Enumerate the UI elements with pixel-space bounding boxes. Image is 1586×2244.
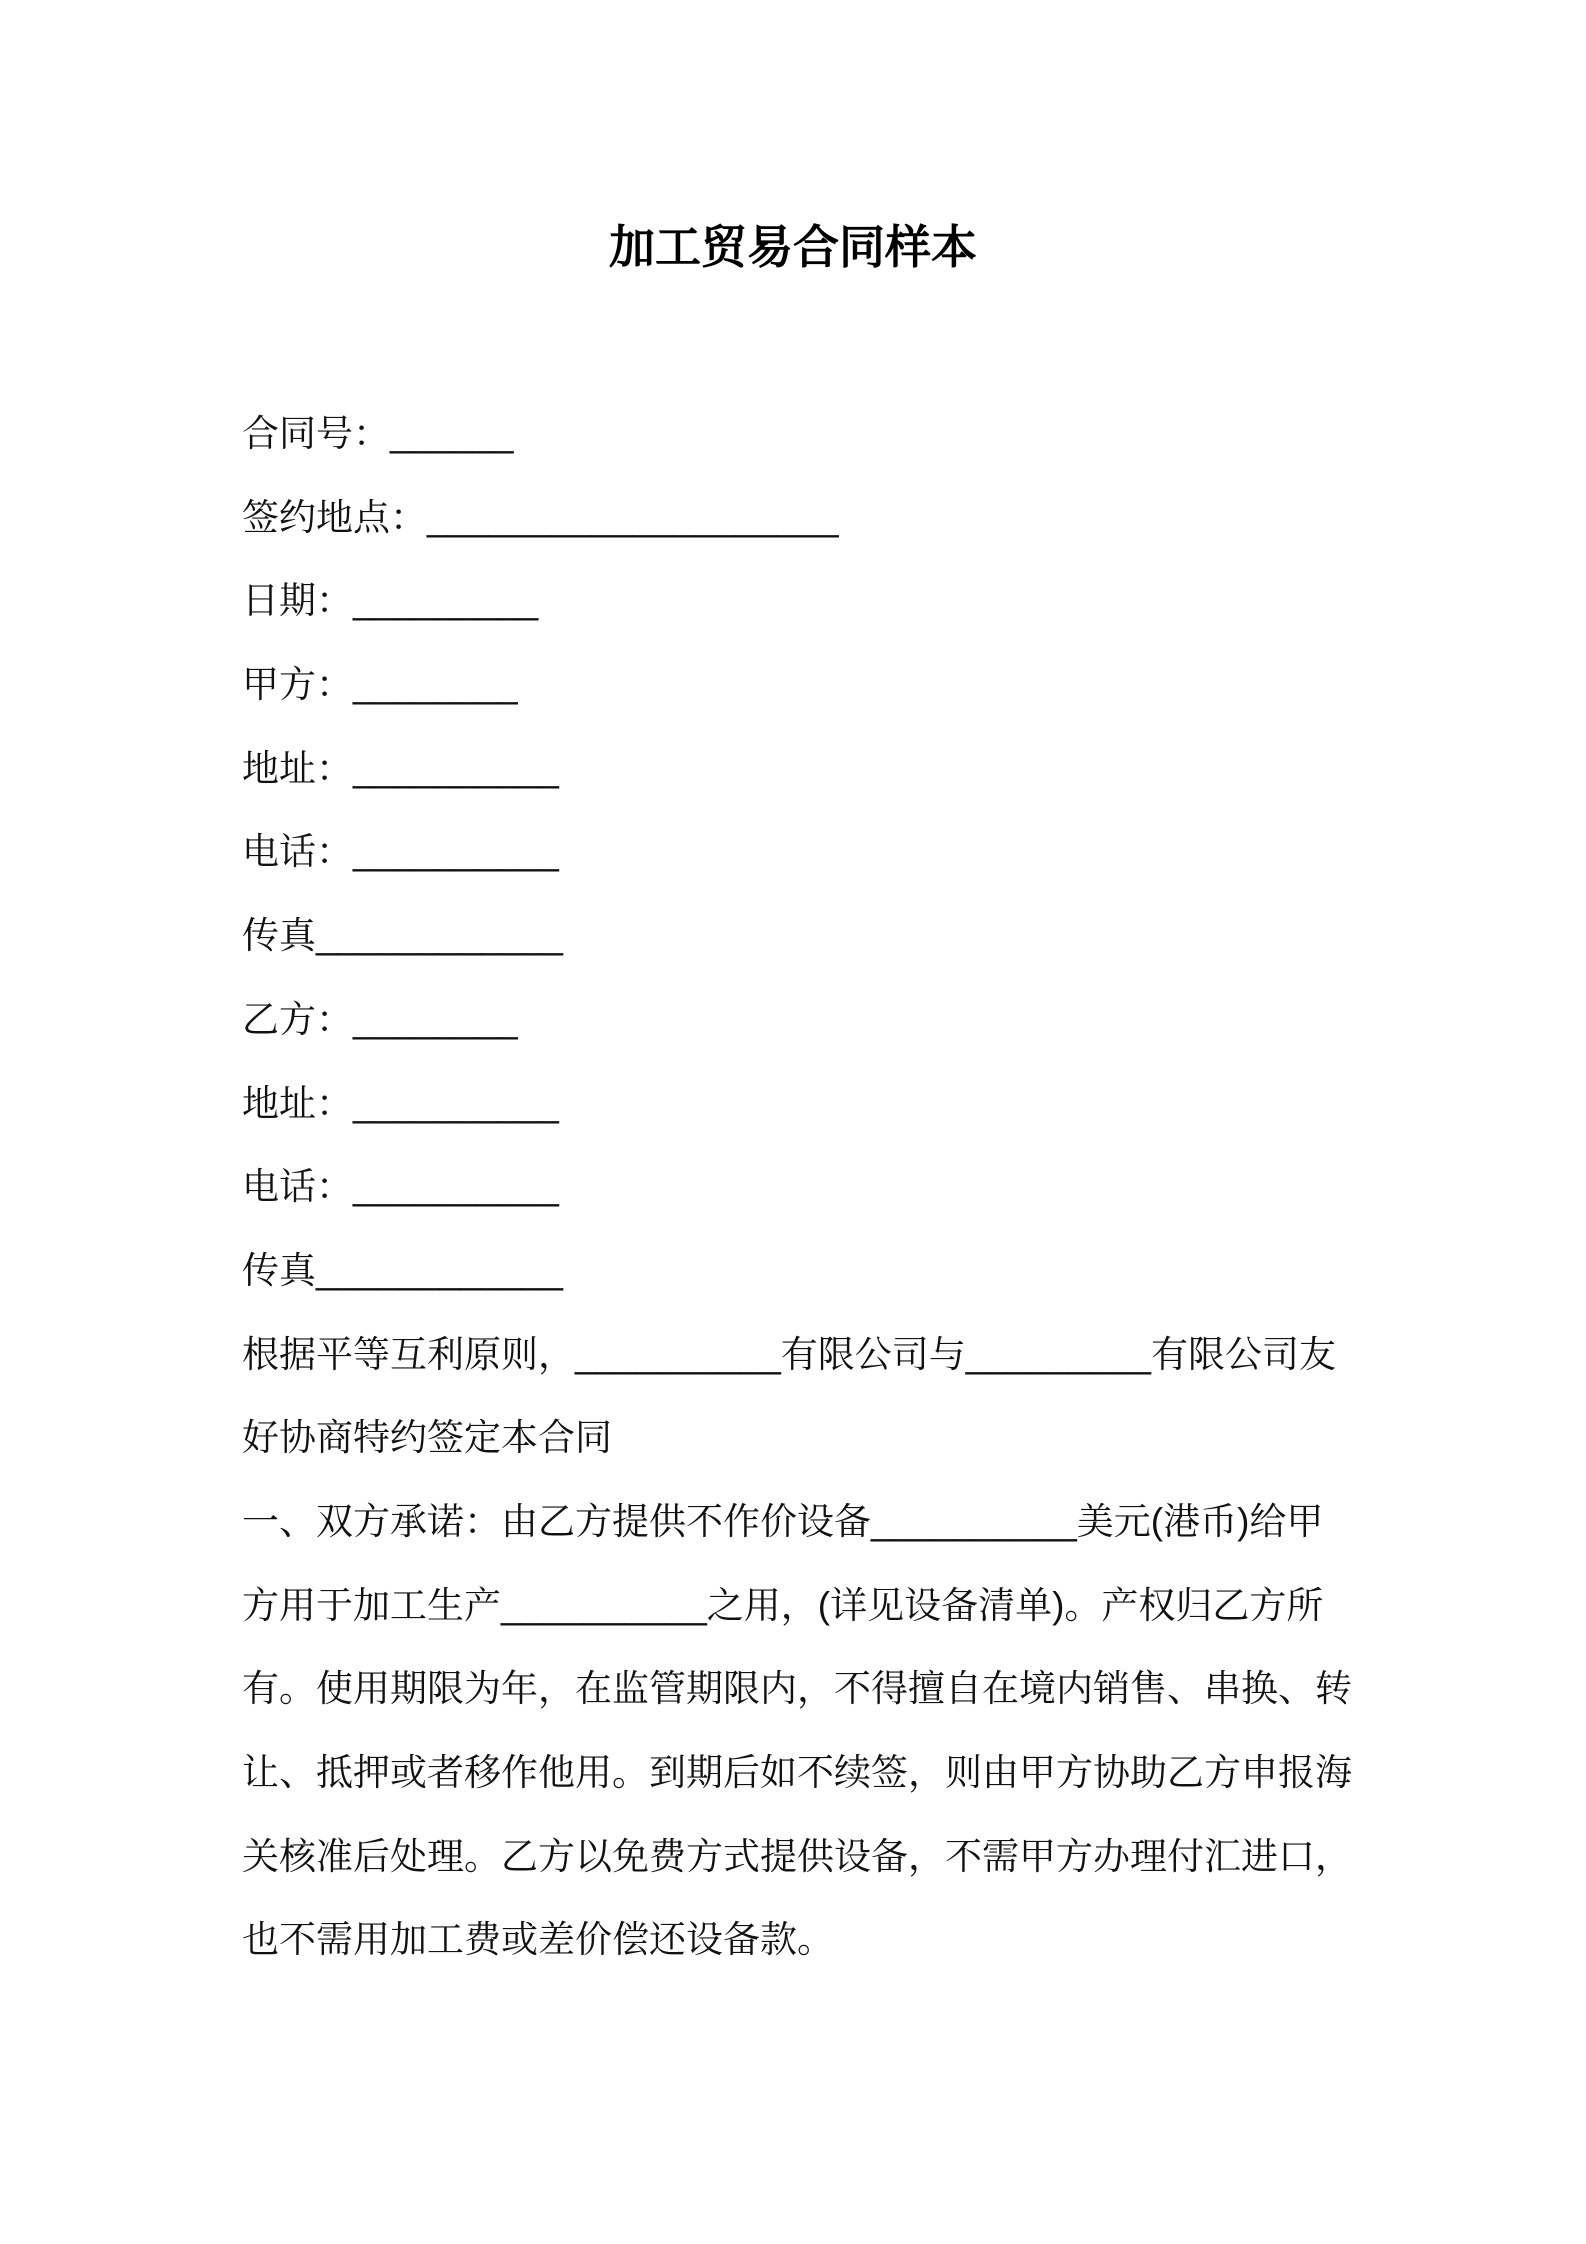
field-party-b-phone: 电话：__________: [242, 1166, 559, 1208]
field-party-b-fax: 传真____________: [242, 1249, 563, 1291]
field-date: 日期：_________: [242, 580, 539, 622]
document-title: 加工贸易合同样本: [609, 221, 977, 273]
field-party-b-address: 地址：__________: [242, 1082, 559, 1124]
field-party-a-address: 地址：__________: [242, 747, 559, 789]
field-contract-number: 合同号：______: [242, 413, 514, 454]
clause-1-line: 关核准后处理。乙方以免费方式提供设备，不需甲方办理付汇进口，: [242, 1835, 1352, 1877]
field-party-a-phone: 电话：__________: [242, 831, 559, 873]
clause-1-line: 方用于加工生产__________之用，(详见设备清单)。产权归乙方所: [242, 1584, 1324, 1626]
field-signing-place: 签约地点：____________________: [242, 496, 839, 538]
clause-1-line: 有。使用期限为年，在监管期限内，不得擅自在境内销售、串换、转: [242, 1668, 1352, 1710]
document-body: [242, 392, 1392, 1982]
field-party-a: 甲方：________: [242, 664, 518, 706]
field-party-a-fax: 传真____________: [242, 915, 563, 957]
intro-line: 根据平等互利原则，__________有限公司与_________有限公司友: [242, 1333, 1336, 1375]
clause-1-line: 也不需用加工费或差价偿还设备款。: [242, 1919, 834, 1961]
field-party-b: 乙方：________: [242, 998, 518, 1040]
clause-1-line: 一、双方承诺：由乙方提供不作价设备__________美元(港币)给甲: [242, 1500, 1324, 1542]
clause-1-line: 让、抵押或者移作他用。到期后如不续签，则由甲方协助乙方申报海: [242, 1752, 1352, 1793]
intro-line: 好协商特约签定本合同: [242, 1417, 612, 1459]
